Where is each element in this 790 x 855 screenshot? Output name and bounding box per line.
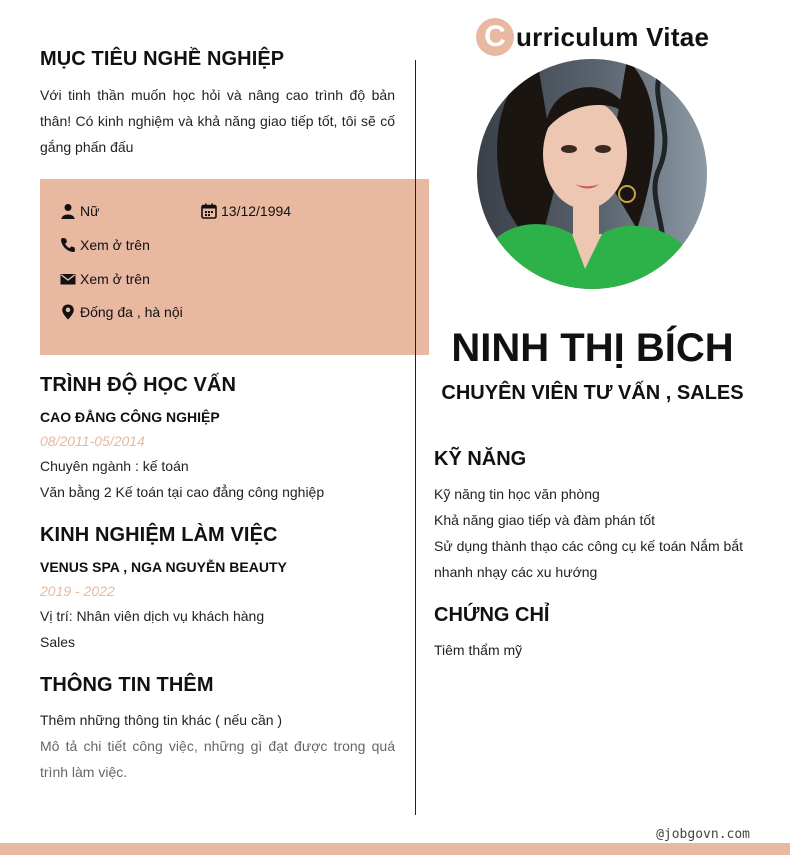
- additional-heading: THÔNG TIN THÊM: [40, 674, 214, 696]
- footer-bar: [0, 843, 790, 855]
- education-degree: Văn bằng 2 Kế toán tại cao đẳng công nghiệp: [40, 484, 325, 500]
- email-value: Xem ở trên: [80, 271, 150, 287]
- footer-url: @jobgovn.com: [656, 827, 750, 842]
- person-icon: [60, 203, 76, 219]
- phone-icon: [60, 237, 76, 253]
- objective-text: Với tinh thần muốn học hỏi và nâng cao trình độ bản thân! Có kinh nghiệm và khả năng giao tiếp tốt, tôi sẽ cố gắng phấn đấu: [40, 87, 395, 155]
- skills-heading: KỸ NĂNG: [434, 448, 527, 470]
- skill-item: Khả năng giao tiếp và đàm phán tốt: [434, 512, 656, 528]
- contact-address: [60, 304, 183, 320]
- contact-email: [60, 271, 150, 287]
- experience-position: Vị trí: Nhân viên dịch vụ khách hàng: [40, 608, 265, 624]
- education-school: CAO ĐẲNG CÔNG NGHIỆP: [40, 409, 220, 425]
- experience-heading: KINH NGHIỆM LÀM VIỆC: [40, 524, 278, 546]
- additional-line1: Thêm những thông tin khác ( nếu cần ): [40, 712, 283, 728]
- contact-birthdate: [201, 203, 291, 219]
- education-major: Chuyên ngành : kế toán: [40, 458, 189, 474]
- experience-extra: Sales: [40, 634, 76, 650]
- birthdate-value: 13/12/1994: [221, 203, 292, 219]
- profile-photo: [477, 59, 707, 289]
- contact-phone: [60, 237, 150, 253]
- education-heading: TRÌNH ĐỘ HỌC VẤN: [40, 374, 237, 396]
- education-period: 08/2011-05/2014: [40, 433, 145, 449]
- cv-title-badge: [476, 18, 514, 56]
- mail-icon: [60, 271, 76, 287]
- skill-item: Kỹ năng tin học văn phòng: [434, 486, 600, 502]
- experience-period: 2019 - 2022: [40, 583, 115, 599]
- candidate-role: CHUYÊN VIÊN TƯ VẤN , SALES: [441, 382, 744, 404]
- calendar-icon: [201, 203, 217, 219]
- skill-item: Sử dụng thành thạo các công cụ kế toán Nắm bắt nhanh nhạy các xu hướng: [434, 538, 744, 580]
- objective-heading: MỤC TIÊU NGHỀ NGHIỆP: [40, 48, 285, 70]
- location-pin-icon: [60, 304, 76, 320]
- additional-line2: Mô tả chi tiết công việc, những gì đạt được trong quá trình làm việc.: [40, 738, 395, 780]
- contact-gender: [60, 203, 99, 219]
- address-value: Đống đa , hà nội: [80, 304, 183, 320]
- cv-title-text: urriculum Vitae: [516, 21, 710, 52]
- phone-value: Xem ở trên: [80, 237, 150, 253]
- experience-company: VENUS SPA , NGA NGUYỄN BEAUTY: [40, 559, 287, 575]
- column-divider: [415, 60, 416, 815]
- certificate-item: Tiêm thẩm mỹ: [434, 642, 523, 658]
- cv-title: [476, 18, 709, 56]
- gender-value: Nữ: [80, 203, 100, 219]
- candidate-name: NINH THỊ BÍCH: [451, 326, 734, 370]
- cv-title-letter: C: [484, 20, 506, 53]
- certificates-heading: CHỨNG CHỈ: [434, 604, 550, 626]
- contact-box: [40, 179, 429, 355]
